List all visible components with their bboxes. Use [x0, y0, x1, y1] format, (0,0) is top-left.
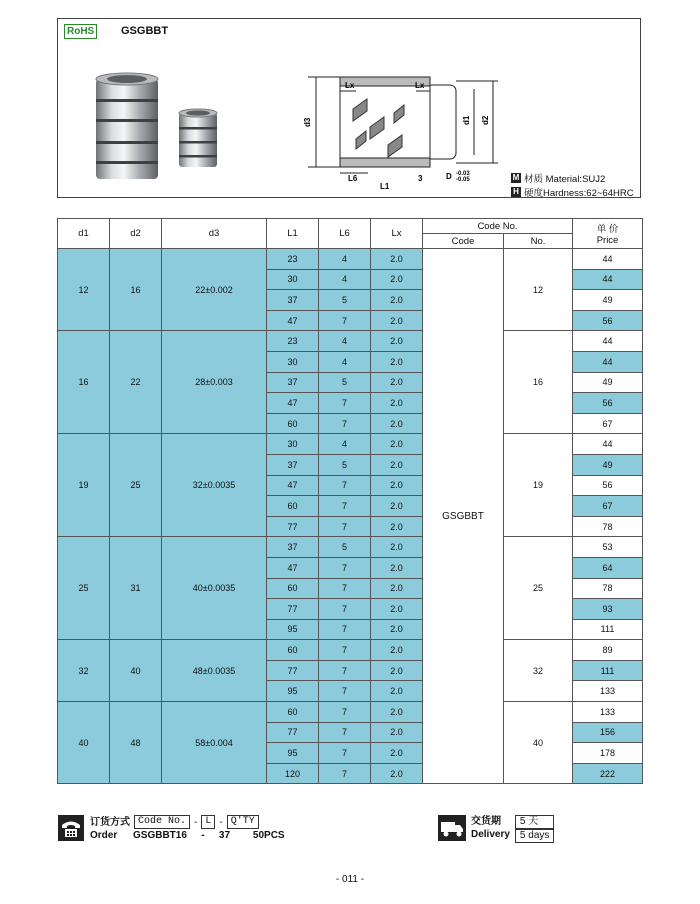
- cell-d2: 25: [110, 434, 162, 537]
- cell-l1: 77: [267, 599, 319, 620]
- cell-lx: 2.0: [371, 743, 423, 764]
- cell-price: 111: [573, 660, 643, 681]
- dimension-drawing: [298, 67, 508, 187]
- header-price: [573, 219, 643, 249]
- order-dash-2: -: [219, 816, 223, 828]
- label-lx-left: Lx: [345, 81, 355, 90]
- cell-l6: 7: [319, 763, 371, 784]
- cell-price: 44: [573, 434, 643, 455]
- cell-price: 89: [573, 640, 643, 661]
- cell-d1: 19: [58, 434, 110, 537]
- cell-lx: 2.0: [371, 475, 423, 496]
- material-icon: M: [512, 173, 520, 182]
- cell-d3: 48±0.0035: [162, 640, 267, 702]
- cell-price: 56: [573, 393, 643, 414]
- delivery-label-en: Delivery: [471, 829, 510, 840]
- cell-l6: 7: [319, 619, 371, 640]
- cell-d3: 58±0.004: [162, 702, 267, 784]
- order-example-code: GSGBBT16: [133, 830, 187, 841]
- cell-l6: 7: [319, 557, 371, 578]
- cell-lx: 2.0: [371, 763, 423, 784]
- cell-l1: 37: [267, 454, 319, 475]
- header-lx: Lx: [371, 219, 423, 249]
- cell-l6: 7: [319, 640, 371, 661]
- cell-l6: 7: [319, 496, 371, 517]
- order-qty-box: Q'TY: [227, 815, 259, 829]
- label-tol-top: -0.03: [456, 171, 470, 177]
- label-l1-box: [378, 179, 418, 193]
- cell-price: 44: [573, 331, 643, 352]
- cell-price: 67: [573, 413, 643, 434]
- cell-no: 12: [504, 249, 573, 331]
- product-title: GSGBBT: [121, 25, 169, 37]
- table-row: [58, 537, 643, 558]
- cell-no: 40: [504, 702, 573, 784]
- cell-price: 133: [573, 702, 643, 723]
- label-d3: d3: [303, 117, 312, 127]
- product-photo: [86, 71, 246, 191]
- cell-d3: 28±0.003: [162, 331, 267, 434]
- header-l6: L6: [319, 219, 371, 249]
- cell-l1: 47: [267, 475, 319, 496]
- cell-price: 222: [573, 763, 643, 784]
- cell-l1: 47: [267, 557, 319, 578]
- cell-price: 44: [573, 269, 643, 290]
- header-price-cn: 单 价: [596, 224, 619, 235]
- cell-d2: 40: [110, 640, 162, 702]
- cell-code: GSGBBT: [423, 249, 504, 784]
- cell-d1: 25: [58, 537, 110, 640]
- cell-l1: 37: [267, 537, 319, 558]
- cell-l1: 37: [267, 372, 319, 393]
- cell-l6: 7: [319, 578, 371, 599]
- cell-l6: 7: [319, 681, 371, 702]
- cell-l6: 7: [319, 599, 371, 620]
- cell-lx: 2.0: [371, 722, 423, 743]
- cell-price: 64: [573, 557, 643, 578]
- header-code: Code: [423, 234, 504, 249]
- label-d1: d1: [462, 115, 471, 125]
- cell-l1: 60: [267, 413, 319, 434]
- hardness-line: [511, 185, 634, 199]
- cell-price: 78: [573, 578, 643, 599]
- material-line: [511, 171, 605, 185]
- cell-lx: 2.0: [371, 290, 423, 311]
- order-label-cn: 订货方式: [90, 816, 130, 828]
- cell-price: 93: [573, 599, 643, 620]
- cell-price: 56: [573, 310, 643, 331]
- cell-l1: 47: [267, 310, 319, 331]
- cell-l6: 7: [319, 702, 371, 723]
- table-row: [58, 702, 643, 723]
- cell-price: 44: [573, 249, 643, 270]
- cell-d2: 16: [110, 249, 162, 331]
- table-row: [58, 331, 643, 352]
- cell-l1: 60: [267, 496, 319, 517]
- cell-lx: 2.0: [371, 310, 423, 331]
- hardness-icon: H: [511, 187, 521, 197]
- order-code-no-box: Code No.: [134, 815, 190, 829]
- cell-lx: 2.0: [371, 331, 423, 352]
- cell-lx: 2.0: [371, 434, 423, 455]
- label-l6: L6: [348, 174, 358, 183]
- cell-l6: 7: [319, 516, 371, 537]
- cell-l1: 77: [267, 660, 319, 681]
- header-code-no: Code No.: [423, 219, 573, 234]
- table-row: [58, 434, 643, 455]
- cell-lx: 2.0: [371, 640, 423, 661]
- order-section: [58, 815, 285, 842]
- cell-l1: 30: [267, 351, 319, 372]
- label-tol-bottom: -0.05: [456, 177, 470, 183]
- cell-l6: 7: [319, 413, 371, 434]
- cell-d2: 31: [110, 537, 162, 640]
- cell-d3: 32±0.0035: [162, 434, 267, 537]
- cell-l1: 95: [267, 681, 319, 702]
- cell-l1: 77: [267, 516, 319, 537]
- cell-lx: 2.0: [371, 619, 423, 640]
- order-example-l: 37: [218, 830, 231, 841]
- cell-l1: 30: [267, 434, 319, 455]
- header-d2: d2: [110, 219, 162, 249]
- cell-l1: 77: [267, 722, 319, 743]
- cell-l1: 95: [267, 619, 319, 640]
- cell-l6: 5: [319, 454, 371, 475]
- hardness-text: 硬度Hardness:62~64HRC: [524, 188, 634, 199]
- cell-d1: 16: [58, 331, 110, 434]
- header-price-en: Price: [596, 235, 619, 246]
- delivery-label-cn: 交货期: [471, 816, 501, 827]
- cell-l6: 7: [319, 475, 371, 496]
- label-d: D: [446, 172, 452, 181]
- cell-no: 16: [504, 331, 573, 434]
- cell-no: 19: [504, 434, 573, 537]
- cell-l6: 7: [319, 660, 371, 681]
- label-three: 3: [418, 174, 423, 183]
- cell-price: 178: [573, 743, 643, 764]
- cell-lx: 2.0: [371, 516, 423, 537]
- cell-lx: 2.0: [371, 578, 423, 599]
- spec-table-body: [58, 249, 643, 784]
- cell-lx: 2.0: [371, 599, 423, 620]
- cell-l1: 37: [267, 290, 319, 311]
- cell-l1: 60: [267, 702, 319, 723]
- cell-lx: 2.0: [371, 537, 423, 558]
- cell-price: 156: [573, 722, 643, 743]
- cell-l1: 47: [267, 393, 319, 414]
- cell-price: 78: [573, 516, 643, 537]
- header-no: No.: [504, 234, 573, 249]
- cell-l6: 7: [319, 310, 371, 331]
- cell-l6: 7: [319, 743, 371, 764]
- cell-l1: 60: [267, 640, 319, 661]
- order-example-dash: -: [201, 830, 205, 841]
- cell-lx: 2.0: [371, 702, 423, 723]
- product-header-box: [57, 18, 641, 198]
- cell-price: 111: [573, 619, 643, 640]
- cell-l6: 4: [319, 351, 371, 372]
- phone-icon: [58, 815, 84, 841]
- cell-price: 49: [573, 372, 643, 393]
- cell-l6: 5: [319, 290, 371, 311]
- delivery-value-cn: 5 天: [515, 815, 554, 829]
- cell-l1: 120: [267, 763, 319, 784]
- cell-price: 49: [573, 454, 643, 475]
- cell-lx: 2.0: [371, 557, 423, 578]
- delivery-section: [438, 815, 554, 843]
- cell-d3: 40±0.0035: [162, 537, 267, 640]
- cell-d2: 48: [110, 702, 162, 784]
- cell-price: 49: [573, 290, 643, 311]
- cell-lx: 2.0: [371, 351, 423, 372]
- cell-no: 32: [504, 640, 573, 702]
- cell-l6: 5: [319, 537, 371, 558]
- cell-l6: 4: [319, 269, 371, 290]
- order-label-en: Order: [90, 830, 118, 841]
- cell-lx: 2.0: [371, 496, 423, 517]
- cell-l6: 4: [319, 434, 371, 455]
- cell-lx: 2.0: [371, 372, 423, 393]
- cell-price: 133: [573, 681, 643, 702]
- order-l-box: L: [201, 815, 215, 829]
- cell-l1: 30: [267, 269, 319, 290]
- cell-price: 67: [573, 496, 643, 517]
- cell-lx: 2.0: [371, 660, 423, 681]
- cell-d2: 22: [110, 331, 162, 434]
- header-l1: L1: [267, 219, 319, 249]
- cell-l1: 23: [267, 249, 319, 270]
- table-row: [58, 249, 643, 270]
- order-dash-1: -: [194, 816, 198, 828]
- cell-l1: 60: [267, 578, 319, 599]
- cell-no: 25: [504, 537, 573, 640]
- label-l1: L1: [380, 182, 390, 191]
- cell-l6: 5: [319, 372, 371, 393]
- header-d3: d3: [162, 219, 267, 249]
- cell-price: 53: [573, 537, 643, 558]
- cell-lx: 2.0: [371, 413, 423, 434]
- header-d1: d1: [58, 219, 110, 249]
- cell-lx: 2.0: [371, 269, 423, 290]
- cell-lx: 2.0: [371, 681, 423, 702]
- cell-lx: 2.0: [371, 393, 423, 414]
- table-row: [58, 640, 643, 661]
- cell-d3: 22±0.002: [162, 249, 267, 331]
- cell-price: 56: [573, 475, 643, 496]
- cell-d1: 12: [58, 249, 110, 331]
- order-example-qty: 50PCS: [252, 830, 285, 841]
- label-d2: d2: [481, 115, 490, 125]
- delivery-value-en: 5 days: [515, 829, 554, 843]
- truck-icon: [438, 815, 466, 841]
- material-text: 材质 Material:SUJ2: [524, 174, 606, 185]
- cell-l1: 23: [267, 331, 319, 352]
- cell-lx: 2.0: [371, 454, 423, 475]
- cell-d1: 32: [58, 640, 110, 702]
- cell-lx: 2.0: [371, 249, 423, 270]
- cell-l1: 95: [267, 743, 319, 764]
- rohs-badge: RoHS: [64, 24, 97, 39]
- cell-l6: 4: [319, 249, 371, 270]
- spec-table: [57, 218, 643, 784]
- cell-price: 44: [573, 351, 643, 372]
- cell-l6: 4: [319, 331, 371, 352]
- page-number: - 011 -: [335, 874, 365, 885]
- cell-d1: 40: [58, 702, 110, 784]
- label-lx-right: Lx: [415, 81, 425, 90]
- cell-l6: 7: [319, 722, 371, 743]
- cell-l6: 7: [319, 393, 371, 414]
